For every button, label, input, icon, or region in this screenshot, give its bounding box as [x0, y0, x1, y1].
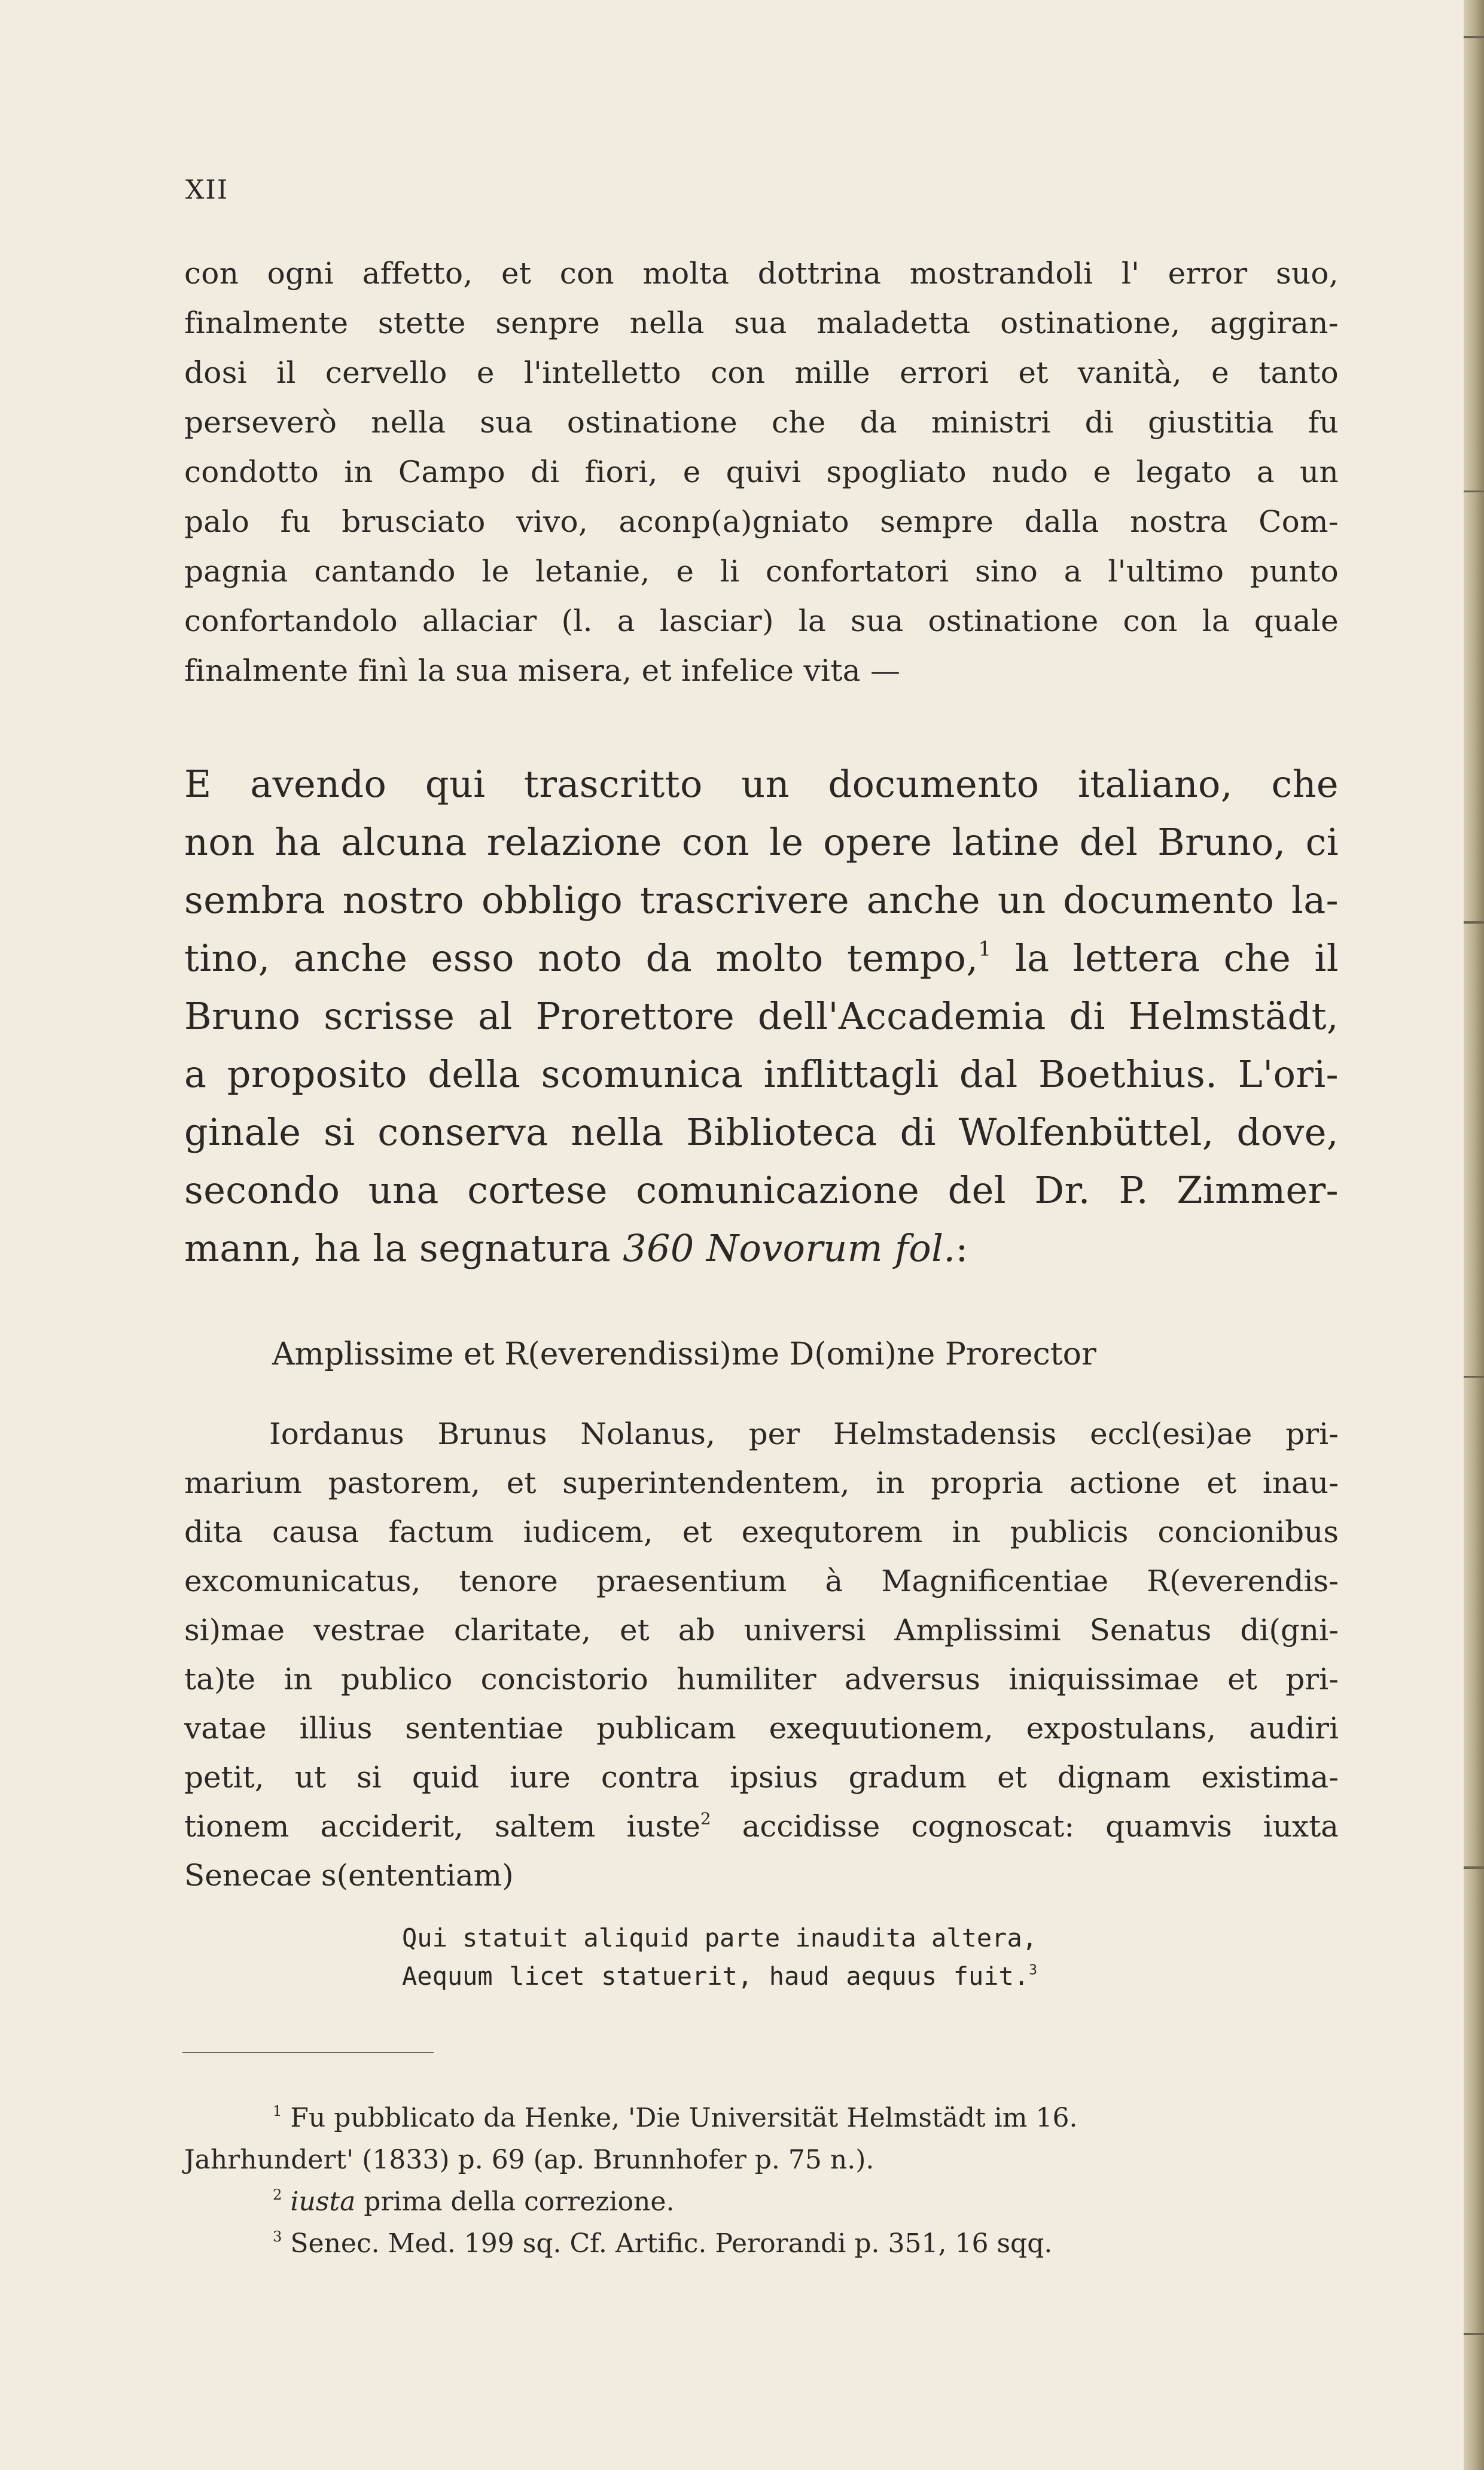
text-line: marium pastorem, et superintendentem, in propria actione et inau- [184, 1466, 1339, 1500]
verse-line [402, 1957, 1037, 1996]
text-segment: la lettera che il [1014, 936, 1339, 980]
footnote-1 [184, 2097, 1339, 2139]
text-line: Bruno scrisse al Prorettore dell'Accademia di Helmstädt, [184, 994, 1339, 1038]
text-line: sembra nostro obbligo trascrivere anche un documento la- [184, 878, 1339, 922]
footnote-ref-2: 2 [700, 1809, 711, 1829]
footnote-word: iusta [290, 2186, 356, 2217]
letter-salutation: Amplissime et R(everendissi)me D(omi)ne Prorector [272, 1336, 1096, 1372]
text-line: ginale si conserva nella Biblioteca di Wolfenbüttel, dove, [184, 1110, 1339, 1154]
footnote-ref-1: 1 [978, 937, 992, 961]
text-line: vatae illius sententiae publicam exequutionem, expostulans, audiri [184, 1711, 1339, 1746]
footnote-1-continued: Jahrhundert' (1833) p. 69 (ap. Brunnhofer p. 75 n.). [184, 2145, 874, 2175]
footnote-3 [184, 2223, 1339, 2265]
footnote-number: 2 [273, 2186, 282, 2203]
footnote-2 [184, 2181, 1339, 2223]
text-line: si)mae vestrae claritate, et ab universi Amplissimi Senatus di(gni- [184, 1613, 1339, 1647]
text-line: finalmente stette senpre nella sua maladetta ostinatione, aggiran- [184, 306, 1339, 340]
text-line: palo fu brusciato vivo, aconp(a)gniato sempre dalla nostra Com- [184, 504, 1339, 539]
latin-letter-body [184, 1409, 1339, 1900]
footnote-ref-3: 3 [1029, 1962, 1038, 1978]
text-segment: tionem acciderit, saltem iuste [184, 1809, 700, 1844]
text-line: dita causa factum iudicem, et exequtorem in publicis concionibus [184, 1515, 1339, 1549]
seneca-verse [402, 1919, 1037, 1996]
text-line: dosi il cervello e l'intelletto con mille errori et vanità, e tanto [184, 355, 1339, 390]
manuscript-signature: 360 Novorum fol. [623, 1226, 956, 1270]
verse-line: Qui statuit aliquid parte inaudita altera, [402, 1923, 1038, 1953]
text-line: pagnia cantando le letanie, e li confortatori sino a l'ultimo punto [184, 554, 1339, 589]
text-segment: accidisse cognoscat: quamvis iuxta [742, 1809, 1339, 1844]
text-line: E avendo qui trascritto un documento italiano, che [184, 762, 1339, 806]
text-line [184, 929, 1339, 987]
text-line: confortandolo allaciar (l. a lasciar) la sua ostinatione con la quale [184, 604, 1339, 638]
footnote-divider [182, 2052, 434, 2053]
text-line: finalmente finì la sua misera, et infelice vita — [184, 653, 901, 688]
text-line [184, 1802, 1339, 1851]
text-line: condotto in Campo di fiori, e quivi spogliato nudo e legato a un [184, 455, 1339, 489]
text-segment: : [955, 1226, 968, 1270]
text-segment: mann, ha la segnatura [184, 1226, 611, 1270]
text-line: a proposito della scomunica inflittagli dal Boethius. L'ori- [184, 1052, 1339, 1096]
text-line: petit, ut si quid iure contra ipsius gradum et dignam existima- [184, 1760, 1339, 1795]
text-line: Senecae s(ententiam) [184, 1858, 514, 1893]
footnote-text: Fu pubblicato da Henke, 'Die Universität Helmstädt im 16. [290, 2103, 1078, 2133]
footnotes [184, 2097, 1339, 2265]
footnote-text: Senec. Med. 199 sq. Cf. Artific. Perorandi p. 351, 16 sqq. [290, 2228, 1053, 2259]
text-segment: Aequum licet statuerit, haud aequus fuit. [402, 1962, 1029, 1991]
commentary-paragraph [184, 755, 1339, 1277]
text-line: con ogni affetto, et con molta dottrina mostrandoli l' error suo, [184, 256, 1339, 291]
text-segment: tino, anche esso noto da molto tempo, [184, 936, 979, 980]
text-line: secondo una cortese comunicazione del Dr. P. Zimmer- [184, 1168, 1339, 1212]
text-line: perseverò nella sua ostinatione che da ministri di giustitia fu [184, 405, 1339, 440]
text-line: ta)te in publico concistorio humiliter adversus iniquissimae et pri- [184, 1662, 1339, 1697]
footnote-number: 3 [273, 2228, 282, 2245]
footnote-number: 1 [273, 2102, 282, 2119]
text-line: non ha alcuna relazione con le opere latine del Bruno, ci [184, 820, 1339, 864]
footnote-text: prima della correzione. [364, 2186, 675, 2217]
page-number: XII [185, 175, 229, 205]
page-edge [1464, 0, 1484, 2470]
text-line: Iordanus Brunus Nolanus, per Helmstadensis eccl(esi)ae pri- [269, 1417, 1339, 1451]
italian-quotation-paragraph [184, 249, 1339, 696]
text-line: excomunicatus, tenore praesentium à Magnificentiae R(everendis- [184, 1564, 1339, 1598]
text-line [184, 1219, 1339, 1277]
